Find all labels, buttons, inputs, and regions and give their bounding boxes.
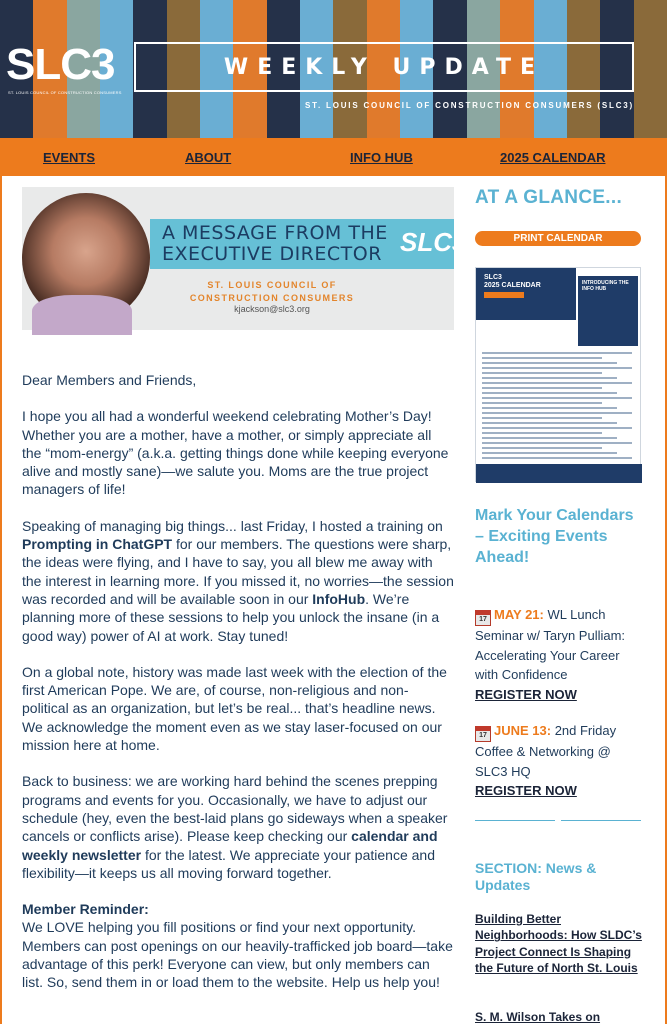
- section-divider: [475, 820, 645, 822]
- calendar-thumb-title: [484, 274, 541, 290]
- calendar-icon-day: 17: [479, 616, 487, 623]
- calendar-thumb-title-text: 2025 CALENDAR: [484, 282, 541, 289]
- calendar-thumb-row: [482, 367, 632, 369]
- calendar-thumb-row: [482, 362, 617, 364]
- calendar-thumb-row: [482, 447, 602, 449]
- calendar-thumbnail[interactable]: [475, 267, 641, 482]
- logo-subtitle: ST. LOUIS COUNCIL OF CONSTRUCTION CONSUMERS: [8, 90, 122, 95]
- event-date: MAY 21:: [494, 607, 544, 622]
- banner-subtitle: ST. LOUIS COUNCIL OF CONSTRUCTION CONSUMERS (SLC3): [305, 101, 634, 110]
- text-run: Back to business: we are working hard behind the scenes prepping programs and events for you. Occasionally, we have to adjust our schedule (hey, even the best-laid plans go sideways when a speaker cancels or conflicts arise). Please keep checking our: [22, 773, 448, 845]
- calendar-icon: [475, 726, 491, 742]
- text-run: Speaking of managing big things... last Friday, I hosted a training on: [22, 517, 443, 534]
- ed-banner-org-name: ST. LOUIS COUNCIL OF CONSTRUCTION CONSUMERS: [189, 280, 355, 303]
- page-title: WEEKLY UPDATE: [223, 54, 545, 80]
- calendar-thumb-row: [482, 372, 602, 374]
- calendar-icon: [475, 610, 491, 626]
- calendar-thumb-row: [482, 357, 602, 359]
- calendar-thumb-row: [482, 457, 632, 459]
- letter-body: [22, 371, 454, 992]
- ed-banner-heading: A MESSAGE FROM THE EXECUTIVE DIRECTOR: [162, 222, 388, 265]
- slc3-logo[interactable]: [6, 40, 126, 100]
- calendar-thumb-row: [482, 437, 617, 439]
- news-link[interactable]: S. M. Wilson Takes on: [475, 1010, 601, 1024]
- nav-link-about[interactable]: ABOUT: [185, 150, 232, 165]
- calendar-thumb-row: [482, 432, 602, 434]
- nav-link-2025-calendar[interactable]: 2025 CALENDAR: [500, 150, 606, 165]
- nav-link-info-hub[interactable]: INFO HUB: [350, 150, 413, 165]
- text-run: for the latest. We appreciate your patience and flexibility—it keeps us all moving forward together.: [22, 846, 435, 881]
- calendar-thumb-row: [482, 412, 632, 414]
- bold-text: calendar and weekly newsletter: [22, 828, 438, 863]
- calendar-thumb-row: [482, 392, 617, 394]
- text-run: We LOVE helping you fill positions or find your next opportunity. Members can post openings on our heavily-trafficked job board—take advantage of this perk! Everyone can view, but only members can list. So, send them in or load them to the website. Help us help you!: [22, 919, 453, 991]
- calendar-thumb-row: [482, 352, 632, 354]
- event-date: JUNE 13:: [494, 723, 552, 738]
- bold-text: Prompting in ChatGPT: [22, 536, 173, 553]
- logo-text: SLC3: [6, 40, 115, 89]
- letter-paragraph: [22, 900, 454, 991]
- event-item: [475, 721, 645, 801]
- event-description: WL Lunch Seminar w/ Taryn Pulliam: Accelerating Your Career with Confidence: [475, 607, 626, 682]
- banner-stripe: [634, 0, 667, 138]
- news-section-heading: SECTION: News & Updates: [475, 860, 597, 893]
- weekly-update-title-box: [134, 42, 634, 92]
- calendar-thumb-row: [482, 452, 617, 454]
- photo-shirt-shape: [32, 295, 132, 335]
- calendar-thumb-row: [482, 397, 632, 399]
- register-now-link[interactable]: REGISTER NOW: [475, 686, 577, 702]
- event-description: 2nd Friday Coffee & Networking @ SLC3 HQ: [475, 723, 617, 779]
- event-item: [475, 605, 645, 704]
- letter-paragraph: [22, 517, 454, 645]
- text-run: for our members. The questions were sharp, the ideas were flying, and I have to say, you all blew me away with the interest in learning more. If you missed it, no worries—the session was recorded and will be available soon in our: [22, 536, 454, 607]
- calendar-icon-day: 17: [479, 732, 487, 739]
- mark-your-calendars-heading: Mark Your Calendars – Exciting Events Ahead!: [475, 507, 634, 566]
- nav-bar: [0, 138, 667, 176]
- calendar-thumb-logo: SLC3: [484, 274, 502, 281]
- calendar-thumb-footer: [476, 464, 642, 483]
- letter-paragraph: I hope you all had a wonderful weekend celebrating Mother’s Day! Whether you are a mother, have a mother, or simply appreciate all the “mom-energy” (a.k.a. getting things done while keeping everyone alive and mostly sane)—we salute you. Moms are the true project managers of life!: [22, 408, 449, 498]
- calendar-thumb-row: [482, 407, 617, 409]
- calendar-thumb-row: [482, 382, 632, 384]
- calendar-thumb-accent: [484, 292, 524, 298]
- ed-banner-email[interactable]: kjackson@slc3.org: [234, 304, 310, 314]
- calendar-thumb-row: [482, 442, 632, 444]
- register-now-link[interactable]: REGISTER NOW: [475, 783, 577, 798]
- nav-link-events[interactable]: EVENTS: [43, 150, 96, 165]
- calendar-thumb-row: [482, 377, 617, 379]
- letter-greeting: Dear Members and Friends,: [22, 372, 197, 388]
- infohub-bold-text: InfoHub: [312, 590, 366, 607]
- calendar-thumb-row: [482, 417, 602, 419]
- letter-paragraph: On a global note, history was made last week with the election of the first American Pope. We are, of course, non-religious and non-political as an organization, but let’s be real... that’s headline news. We acknowledge the moment even as we stay laser-focused on our mission here at home.: [22, 663, 447, 754]
- divider-line: [475, 820, 555, 821]
- at-a-glance-heading: AT A GLANCE...: [475, 187, 623, 208]
- print-calendar-button[interactable]: PRINT CALENDAR: [475, 231, 641, 246]
- ed-banner-logo: SLC3: [400, 227, 467, 257]
- calendar-thumb-row: [482, 427, 632, 429]
- calendar-thumb-info-title: INTRODUCING THE INFO HUB: [582, 280, 629, 292]
- member-reminder-title: Member Reminder:: [22, 901, 149, 918]
- executive-director-banner: [22, 187, 467, 330]
- letter-paragraph: [22, 772, 454, 882]
- sidebar: [475, 187, 645, 1024]
- calendar-thumb-row: [482, 387, 602, 389]
- calendar-thumb-row: [482, 402, 602, 404]
- divider-line: [561, 820, 641, 821]
- text-run: . We’re planning more of these sessions to help you unlock the insane (in a good way) power of AI at work. Stay tuned!: [22, 590, 440, 644]
- news-link[interactable]: Building Better Neighborhoods: How SLDC’s Project Connect Is Shaping the Future of North St. Louis: [475, 912, 642, 976]
- calendar-thumb-row: [482, 422, 617, 424]
